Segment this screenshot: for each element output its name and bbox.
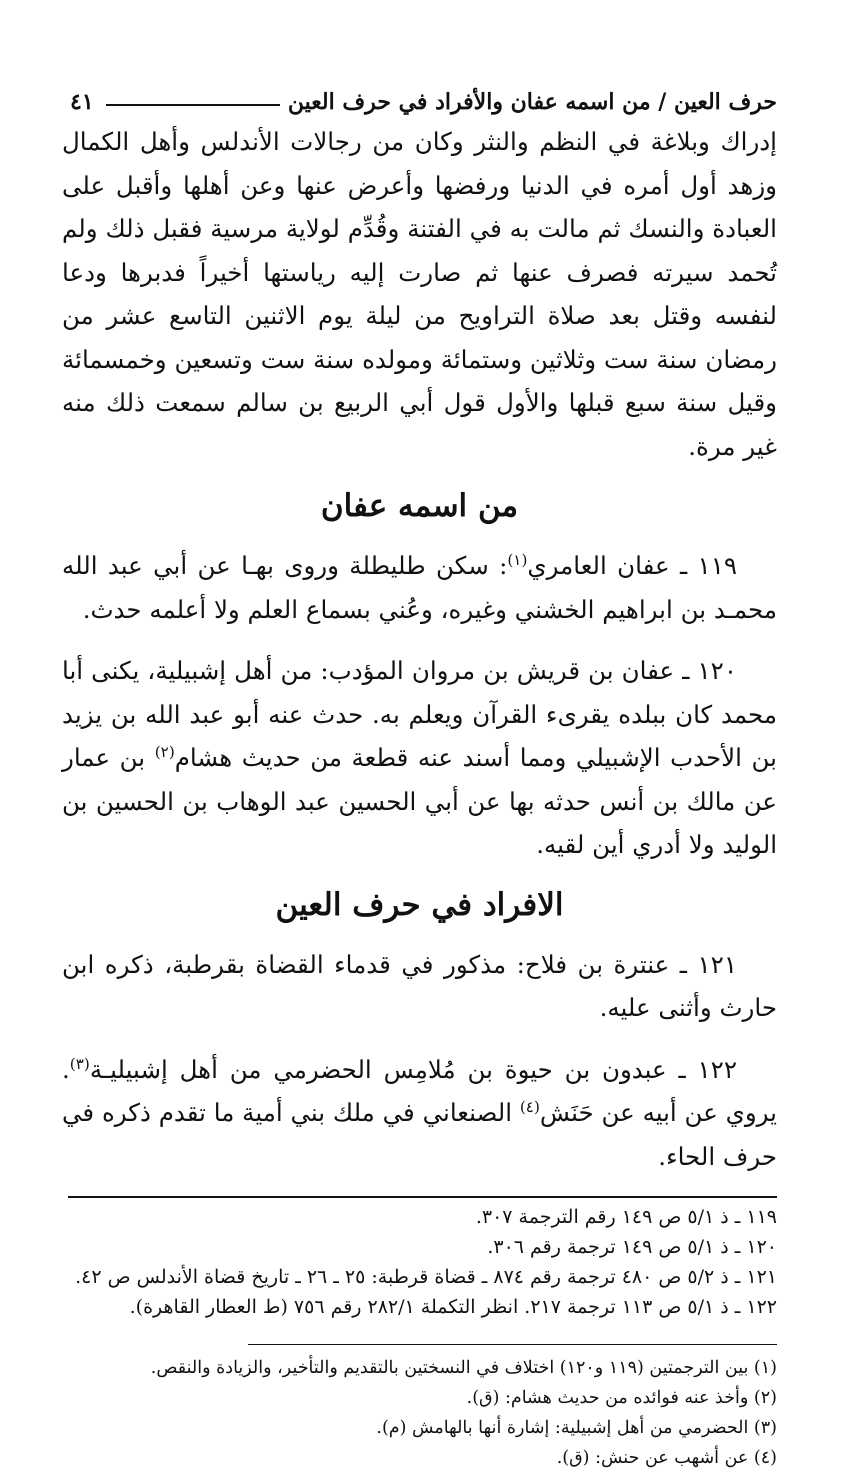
source-line: ١٢٢ ـ ذ ٥/١ ص ١١٣ ترجمة ٢١٧. انظر التكملة ٢٨٢/١ رقم ٧٥٦ (ط العطار القاهرة). (129, 1296, 777, 1318)
footnote-line: (٢) وأخذ عنه فوائده من حديث هشام: (ق). (466, 1388, 777, 1408)
continued-paragraph: إدراك وبلاغة في النظم والنثر وكان من رجالات الأندلس وأهل الكمال وزهد أول أمره في الدنيا ورفضها وأعرض عنها وعن أهلها وأقبل على العبادة والنسك ثم مالت به في الفتنة وقُدِّم لولاية مرسية فقبل ذلك ولم تُحمد سيرته فصرف عنها ثم صارت إليه رياستها أخيراً فدبرها ودعا لنفسه وقتل بعد صلاة التراويح من ليلة يوم الاثنين التاسع عشر من رمضان سنة ست وثلاثين وستمائة ومولده سنة ست وتسعين وخمسمائة وقيل سنة سبع قبلها والأول قول أبي الربيع بن سالم سمعت ذلك منه غير مرة. (62, 127, 777, 461)
footnotes (150, 1344, 777, 1473)
header-title: حرف العين / من اسمه عفان والأفراد في حرف العين (287, 89, 777, 115)
section-heading-affan: من اسمه عفان (320, 488, 519, 524)
header-rule (106, 104, 280, 106)
entry-121: ١٢١ ـ عنترة بن فلاح: مذكور في قدماء القضاة بقرطبة، ذكره ابن حارث وأثنى عليه. (62, 949, 777, 1022)
main-text (62, 120, 777, 1178)
section-heading-afrad: الافراد في حرف العين (275, 886, 564, 923)
source-references (68, 1196, 777, 1322)
footnote-line: (٣) الحضرمي من أهل إشبيلية: إشارة أنها بالهامش (م). (376, 1418, 777, 1438)
footnote-ref-3: (٣) (69, 1054, 90, 1073)
footnote-ref-4: (٤) (519, 1097, 540, 1116)
entry-119-text: : سكن طليطلة وروى بهـا عن أبي عبد الله محمـد بن ابراهيم الخشني وغيره، وعُني بسماع العلم ولا أعلمه حدث. (62, 551, 777, 624)
footnote-line: (١) بين الترجمتين (١١٩ و١٢٠) اختلاف في النسختين بالتقديم والتأخير، والزيادة والنقص. (150, 1358, 777, 1378)
footnote-ref-2: (٢) (154, 742, 175, 761)
entry-120-text-b: بن عمار عن مالك بن أنس حدثه بها عن أبي الحسين عبد الوهاب بن الحسين بن الوليد ولا أدري أين لقيه. (62, 743, 777, 859)
entry-120 (62, 649, 777, 867)
entry-122-text-c: الصنعاني في ملك بني أمية ما تقدم ذكره في حرف الحاء. (62, 1098, 777, 1171)
source-line: ١٢٠ ـ ذ ٥/١ ص ١٤٩ ترجمة رقم ٣٠٦. (487, 1236, 777, 1258)
footnote-line: (٤) عن أشهب عن حنش: (ق). (556, 1448, 777, 1468)
source-line: ١٢١ ـ ذ ٥/٢ ص ٤٨٠ ترجمة رقم ٨٧٤ ـ قضاة قرطبة: ٢٥ ـ ٢٦ ـ تاريخ قضاة الأندلس ص ٤٢. (75, 1266, 777, 1288)
entry-122 (62, 1048, 777, 1179)
page-number: ٤١ (70, 89, 94, 115)
entry-119-name: ١١٩ ـ عفان العامري (527, 551, 738, 580)
running-header (62, 84, 777, 120)
entry-122-text-b: . يروي عن أبيه عن حَنَش (62, 1054, 777, 1127)
entry-119 (62, 544, 777, 631)
source-line: ١١٩ ـ ذ ٥/١ ص ١٤٩ رقم الترجمة ٣٠٧. (475, 1206, 777, 1228)
entry-122-text-a: ١٢٢ ـ عبدون بن حيوة بن مُلامِس الحضرمي من أهل إشبيليـة (89, 1054, 737, 1084)
footnote-ref-1: (١) (507, 550, 528, 569)
entry-120-text-a: ١٢٠ ـ عفان بن قريش بن مروان المؤدب: من أهل إشبيلية، يكنى أبا محمد كان ببلده يقرىء القرآن ويعلم به. حدث عنه أبو عبد الله بن يزيد بن الأحدب الإشبيلي ومما أسند عنه قطعة من حديث هشام (62, 656, 778, 772)
